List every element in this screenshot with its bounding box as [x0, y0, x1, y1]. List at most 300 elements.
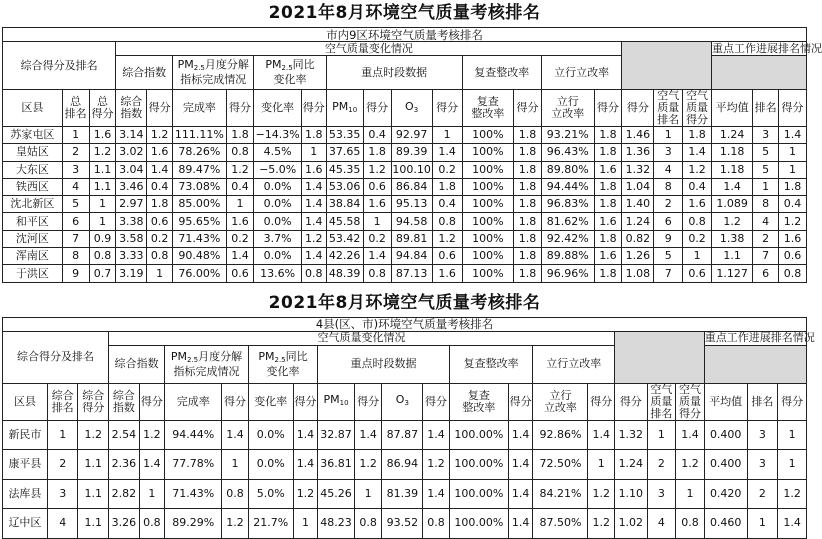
table-cell: 0.4 [778, 196, 806, 213]
table-cell: 32.87 [318, 420, 355, 450]
table2-title: 2021年8月环境空气质量考核排名 [268, 292, 541, 313]
table-cell: 1.6 [594, 161, 622, 178]
table-cell: 1 [222, 450, 249, 480]
col-district: 区县 [3, 383, 48, 420]
col-score: 得分 [622, 90, 654, 127]
gray-block [622, 42, 712, 90]
table-cell: 3.58 [116, 230, 147, 247]
table-cell: 13.6% [254, 265, 301, 282]
key-period-header: 重点时段数据 [326, 56, 462, 90]
table-cell: 0.420 [704, 479, 747, 509]
table-cell: 1.4 [508, 509, 532, 539]
table-cell: 1.6 [594, 213, 622, 230]
table-cell: 1.2 [226, 161, 254, 178]
table-cell: 48.23 [318, 509, 355, 539]
table-cell: 94.58 [391, 213, 432, 230]
table-cell: 3 [647, 479, 676, 509]
table-cell: 1.4 [508, 450, 532, 480]
col-immediate: 立行 立改率 [541, 90, 594, 127]
col-avg: 平均值 [711, 90, 752, 127]
table-cell: 1 [647, 420, 676, 450]
table-cell: 1.6 [89, 127, 116, 144]
table-cell: 1.8 [514, 127, 542, 144]
table-cell: 1.6 [683, 196, 712, 213]
table-cell: 3.33 [116, 248, 147, 265]
table-cell: 45.35 [326, 161, 363, 178]
table-cell: 1 [301, 144, 326, 161]
composite-header: 综合得分及排名 [3, 331, 109, 383]
composite-header: 综合得分及排名 [3, 42, 116, 90]
district-name-cell: 大东区 [3, 161, 63, 178]
table-cell: 1.2 [588, 509, 615, 539]
table-cell: 2.97 [116, 196, 147, 213]
table-cell: 0.9 [89, 230, 116, 247]
table-cell: 3 [62, 161, 89, 178]
table-cell: 2 [47, 450, 78, 480]
table-cell: 1.1 [78, 509, 109, 539]
table1-section-title: 市内9区环境空气质量考核排名 [3, 28, 807, 42]
table-cell: 1.1 [89, 161, 116, 178]
table-cell: 1.8 [514, 144, 542, 161]
table-cell: 4 [654, 161, 683, 178]
col-score: 得分 [594, 90, 622, 127]
key-period-header: 重点时段数据 [318, 345, 450, 383]
table-cell: 1.4 [508, 420, 532, 450]
table-cell: 3.26 [109, 509, 140, 539]
recheck-header: 复查整改率 [462, 56, 541, 90]
table-cell: 1.2 [683, 161, 712, 178]
table-cell: 0.8 [226, 144, 254, 161]
table-cell: 1.4 [293, 450, 317, 480]
immediate-header: 立行立改率 [541, 56, 621, 90]
col-score: 得分 [139, 383, 165, 420]
table-cell: 6 [654, 213, 683, 230]
table-cell: 48.39 [326, 265, 363, 282]
table-cell: 1.32 [622, 161, 654, 178]
air-change-header: 空气质量变化情况 [116, 42, 622, 56]
table-cell: 1.18 [711, 161, 752, 178]
table-cell: 1.2 [222, 509, 249, 539]
table-cell: 1.8 [514, 213, 542, 230]
table-cell: 2 [747, 479, 778, 509]
table-cell: 1.127 [711, 265, 752, 282]
table-cell: 2 [647, 450, 676, 480]
col-pm10: $PM_{10}$ [326, 90, 363, 127]
col-score: 得分 [147, 90, 173, 127]
table-cell: 89.47% [173, 161, 227, 178]
col-recheck: 复查 整改率 [462, 90, 514, 127]
table-cell: 100% [462, 265, 514, 282]
table-cell: 78.26% [173, 144, 227, 161]
col-comp-index: 综合 指数 [109, 383, 140, 420]
table-cell: 1.8 [594, 144, 622, 161]
table-cell: 1 [432, 127, 462, 144]
district-name-cell: 和平区 [3, 213, 63, 230]
table-cell: 1.4 [711, 178, 752, 195]
table-cell: 1.4 [423, 479, 450, 509]
gray-block-2 [711, 56, 806, 90]
table-cell: 87.87 [382, 420, 423, 450]
pm25-month-header: $PM_{2.5}$月度分解 指标完成情况 [165, 345, 249, 383]
table-cell: 0.8 [301, 265, 326, 282]
table-cell: 1.4 [222, 420, 249, 450]
table-cell: 1.8 [514, 161, 542, 178]
table-cell: 1.8 [514, 178, 542, 195]
pm25-yoy-header: $PM_{2.5}$同比 变化率 [254, 56, 326, 90]
table-cell: 100% [462, 196, 514, 213]
table-cell: 1.8 [514, 265, 542, 282]
table-cell: 1 [147, 265, 173, 282]
district-name-cell: 沈河区 [3, 230, 63, 247]
table-cell: 7 [62, 230, 89, 247]
table-cell: 1.8 [514, 196, 542, 213]
table-cell: 76.00% [173, 265, 227, 282]
table-cell: 93.21% [541, 127, 594, 144]
table-cell: 77.78% [165, 450, 222, 480]
table-cell: 1 [588, 450, 615, 480]
col-o3: $O_3$ [382, 383, 423, 420]
table-cell: 1.04 [622, 178, 654, 195]
table-cell: 1.8 [432, 178, 462, 195]
table-row [3, 450, 807, 480]
table-cell: 1.6 [778, 230, 806, 247]
table-cell: 100.00% [449, 479, 508, 509]
col-recheck: 复查 整改率 [449, 383, 508, 420]
col-change: 变化率 [248, 383, 293, 420]
table-cell: 100% [462, 144, 514, 161]
table-cell: 1 [139, 479, 165, 509]
table-cell: 1 [654, 127, 683, 144]
col-change: 变化率 [254, 90, 301, 127]
table-cell: 1.4 [778, 127, 806, 144]
table-cell: 0.7 [89, 265, 116, 282]
table-cell: 0.6 [778, 248, 806, 265]
col-score: 得分 [354, 383, 382, 420]
district-name-cell: 沈北新区 [3, 196, 63, 213]
table-cell: 0.8 [363, 265, 391, 282]
col-total-score: 总 得分 [89, 90, 116, 127]
table-cell: 86.84 [391, 178, 432, 195]
table-cell: 9 [62, 265, 89, 282]
table-row [3, 213, 807, 230]
table-cell: 1.4 [301, 248, 326, 265]
table-cell: 1.2 [778, 213, 806, 230]
table-cell: 89.29% [165, 509, 222, 539]
col-score: 得分 [226, 90, 254, 127]
table-cell: 96.96% [541, 265, 594, 282]
table-cell: 0.6 [683, 265, 712, 282]
table-cell: 4.5% [254, 144, 301, 161]
table-cell: 111.11% [173, 127, 227, 144]
table-cell: 2 [753, 230, 779, 247]
table-cell: 1.2 [363, 161, 391, 178]
col-aq-score: 空气 质量 得分 [676, 383, 705, 420]
table-cell: 42.26 [326, 248, 363, 265]
table-cell: 95.65% [173, 213, 227, 230]
table-cell: 1.4 [147, 161, 173, 178]
table-cell: 45.58 [326, 213, 363, 230]
table-cell: 1.4 [139, 450, 165, 480]
table-cell: 1.2 [778, 479, 807, 509]
district-name-cell: 于洪区 [3, 265, 63, 282]
table-cell: 0.4 [432, 196, 462, 213]
table-cell: 0.4 [363, 127, 391, 144]
table-cell: 0.8 [354, 509, 382, 539]
table-cell: 0.2 [363, 230, 391, 247]
table-cell: 1 [89, 213, 116, 230]
table-cell: 1.2 [588, 479, 615, 509]
table-cell: 1.2 [293, 479, 317, 509]
table-cell: 3 [747, 450, 778, 480]
table-cell: 0.4 [226, 178, 254, 195]
table-cell: 1.4 [293, 420, 317, 450]
table-cell: 1.36 [622, 144, 654, 161]
district-name-cell: 皇姑区 [3, 144, 63, 161]
table-cell: 2 [62, 144, 89, 161]
table1-title: 2021年8月环境空气质量考核排名 [268, 3, 541, 23]
table-cell: 0.2 [147, 230, 173, 247]
table-cell: 1 [293, 509, 317, 539]
table-cell: 8 [654, 178, 683, 195]
key-work-header: 重点工作进展排名情况 [704, 331, 815, 345]
table-cell: 95.13 [391, 196, 432, 213]
col-completion: 完成率 [173, 90, 227, 127]
table-cell: 1.32 [615, 420, 648, 450]
table-cell: 0.8 [222, 479, 249, 509]
table-cell: 1.8 [594, 230, 622, 247]
table-cell: 1.2 [78, 420, 109, 450]
table-cell: 21.7% [248, 509, 293, 539]
table-cell: 1.1 [78, 479, 109, 509]
col-pm10: $PM_{10}$ [318, 383, 355, 420]
table-cell: 1.8 [363, 144, 391, 161]
table-cell: 1.1 [711, 248, 752, 265]
table-cell: 100% [462, 127, 514, 144]
air-change-header: 空气质量变化情况 [109, 331, 615, 345]
table-cell: 4 [647, 509, 676, 539]
district-name-cell: 法库县 [3, 479, 48, 509]
table-cell: 96.43% [541, 144, 594, 161]
col-score: 得分 [778, 90, 806, 127]
table-cell: 1 [47, 420, 78, 450]
table-cell: 7 [753, 248, 779, 265]
table-cell: 1.4 [423, 420, 450, 450]
table-cell: 2.82 [109, 479, 140, 509]
col-total-rank: 总 排名 [62, 90, 89, 127]
table-cell: 100.00% [449, 420, 508, 450]
table-cell: 1.18 [711, 144, 752, 161]
col-total-rank: 综合 排名 [47, 383, 78, 420]
comp-index-header: 综合指数 [109, 345, 165, 383]
table-cell: 1.8 [683, 127, 712, 144]
table-cell: 1.24 [615, 450, 648, 480]
table-row [3, 265, 807, 282]
table-cell: 1 [62, 127, 89, 144]
table-cell: 0.82 [622, 230, 654, 247]
table-cell: 5 [753, 161, 779, 178]
table-cell: 1.4 [508, 479, 532, 509]
col-aq-score: 空气 质量 得分 [683, 90, 712, 127]
table-cell: 89.39 [391, 144, 432, 161]
table-cell: 100% [462, 248, 514, 265]
gray-block-2 [704, 345, 806, 383]
table-row [3, 127, 807, 144]
col-score: 得分 [301, 90, 326, 127]
table-cell: 1 [778, 450, 807, 480]
col-district: 区县 [3, 90, 63, 127]
table-cell: 0.0% [254, 248, 301, 265]
table-cell: 1.4 [432, 144, 462, 161]
table-cell: 6 [753, 265, 779, 282]
district-name-cell: 浑南区 [3, 248, 63, 265]
table-cell: 3.19 [116, 265, 147, 282]
table-cell: 1.4 [683, 144, 712, 161]
table-cell: 96.83% [541, 196, 594, 213]
col-score: 得分 [423, 383, 450, 420]
table-cell: 0.460 [704, 509, 747, 539]
table-cell: 1.6 [432, 265, 462, 282]
table-cell: 92.86% [533, 420, 588, 450]
table-cell: 0.4 [147, 178, 173, 195]
table-cell: 1.2 [432, 230, 462, 247]
table-cell: 89.81 [391, 230, 432, 247]
col-total-score: 综合 得分 [78, 383, 109, 420]
table-cell: 0.0% [254, 196, 301, 213]
col-score: 得分 [222, 383, 249, 420]
table-cell: 0.6 [363, 178, 391, 195]
table-cell: 1.4 [778, 509, 807, 539]
table-cell: 0.4 [683, 178, 712, 195]
col-score: 得分 [588, 383, 615, 420]
table-cell: 1.6 [363, 196, 391, 213]
table-cell: 4 [62, 178, 89, 195]
table-cell: 1 [363, 213, 391, 230]
table-row [3, 479, 807, 509]
table-cell: 5 [654, 248, 683, 265]
table-cell: 3 [654, 144, 683, 161]
table-cell: 90.48% [173, 248, 227, 265]
table-cell: 0.8 [89, 248, 116, 265]
col-completion: 完成率 [165, 383, 222, 420]
col-o3: $O_3$ [391, 90, 432, 127]
table-cell: 92.97 [391, 127, 432, 144]
table-cell: 0.0% [248, 450, 293, 480]
table-cell: 3.7% [254, 230, 301, 247]
table-cell: 1.8 [147, 196, 173, 213]
district-name-cell: 新民市 [3, 420, 48, 450]
table-cell: 92.42% [541, 230, 594, 247]
table-cell: 72.50% [533, 450, 588, 480]
table-cell: 0.6 [226, 265, 254, 282]
col-score: 得分 [778, 383, 807, 420]
table-cell: 9 [654, 230, 683, 247]
col-score: 得分 [363, 90, 391, 127]
table-cell: 1.40 [622, 196, 654, 213]
table-cell: 53.35 [326, 127, 363, 144]
table-cell: 53.06 [326, 178, 363, 195]
table-cell: 5 [62, 196, 89, 213]
col-score: 得分 [432, 90, 462, 127]
pm25-month-header: $PM_{2.5}$月度分解 指标完成情况 [173, 56, 254, 90]
table-cell: 1.24 [711, 127, 752, 144]
table-cell: 1.2 [423, 450, 450, 480]
table-row [3, 144, 807, 161]
table-cell: 1.4 [301, 213, 326, 230]
col-avg: 平均值 [704, 383, 747, 420]
table-cell: 2.36 [109, 450, 140, 480]
table-cell: 81.62% [541, 213, 594, 230]
col-rank: 排名 [753, 90, 779, 127]
table-cell: 1.8 [594, 178, 622, 195]
table-cell: 2.54 [109, 420, 140, 450]
table-cell: 73.08% [173, 178, 227, 195]
table-cell: 94.44% [165, 420, 222, 450]
table-cell: 100.00% [449, 450, 508, 480]
table-cell: 1.8 [514, 230, 542, 247]
table-cell: 81.39 [382, 479, 423, 509]
table-cell: 0.0% [254, 213, 301, 230]
table-cell: 1.8 [594, 127, 622, 144]
table-cell: 0.400 [704, 420, 747, 450]
table-cell: 1.4 [301, 178, 326, 195]
col-aq-rank: 空气 质量 排名 [647, 383, 676, 420]
table-cell: 4 [753, 213, 779, 230]
table-cell: 1.2 [354, 450, 382, 480]
table-cell: 1 [89, 196, 116, 213]
col-score: 得分 [514, 90, 542, 127]
col-score: 得分 [615, 383, 648, 420]
table-cell: 1 [676, 479, 705, 509]
table-cell: 1.6 [147, 144, 173, 161]
col-aq-rank: 空气 质量 排名 [654, 90, 683, 127]
table-cell: 0.8 [778, 265, 806, 282]
table-cell: 100% [462, 161, 514, 178]
immediate-header: 立行立改率 [533, 345, 615, 383]
table-cell: 4 [47, 509, 78, 539]
table-cell: 94.44% [541, 178, 594, 195]
table-cell: 1.8 [514, 248, 542, 265]
table-cell: 1.1 [78, 450, 109, 480]
table-cell: 1.26 [622, 248, 654, 265]
table-cell: 1.4 [301, 196, 326, 213]
table-cell: 0.6 [147, 213, 173, 230]
table-cell: 100% [462, 213, 514, 230]
table-cell: 1.4 [354, 420, 382, 450]
gray-block [615, 331, 705, 383]
table2-section-title: 4县(区、市)环境空气质量考核排名 [3, 317, 807, 331]
table-cell: 1.2 [89, 144, 116, 161]
col-immediate: 立行 立改率 [533, 383, 588, 420]
table-cell: 71.43% [173, 230, 227, 247]
table-cell: 1.1 [89, 178, 116, 195]
table-cell: 6 [62, 213, 89, 230]
table-cell: 1 [778, 161, 806, 178]
table-cell: 0.8 [432, 213, 462, 230]
table-cell: 1.24 [622, 213, 654, 230]
table-cell: 45.26 [318, 479, 355, 509]
table-row [3, 248, 807, 265]
col-comp-index: 综合 指数 [116, 90, 147, 127]
table-cell: 3.38 [116, 213, 147, 230]
table-cell: 1.2 [147, 127, 173, 144]
table-cell: 0.400 [704, 450, 747, 480]
table-cell: 1 [683, 248, 712, 265]
table-cell: 3.02 [116, 144, 147, 161]
table-row [3, 509, 807, 539]
district-name-cell: 铁西区 [3, 178, 63, 195]
table-cell: 3 [753, 127, 779, 144]
district-name-cell: 辽中区 [3, 509, 48, 539]
